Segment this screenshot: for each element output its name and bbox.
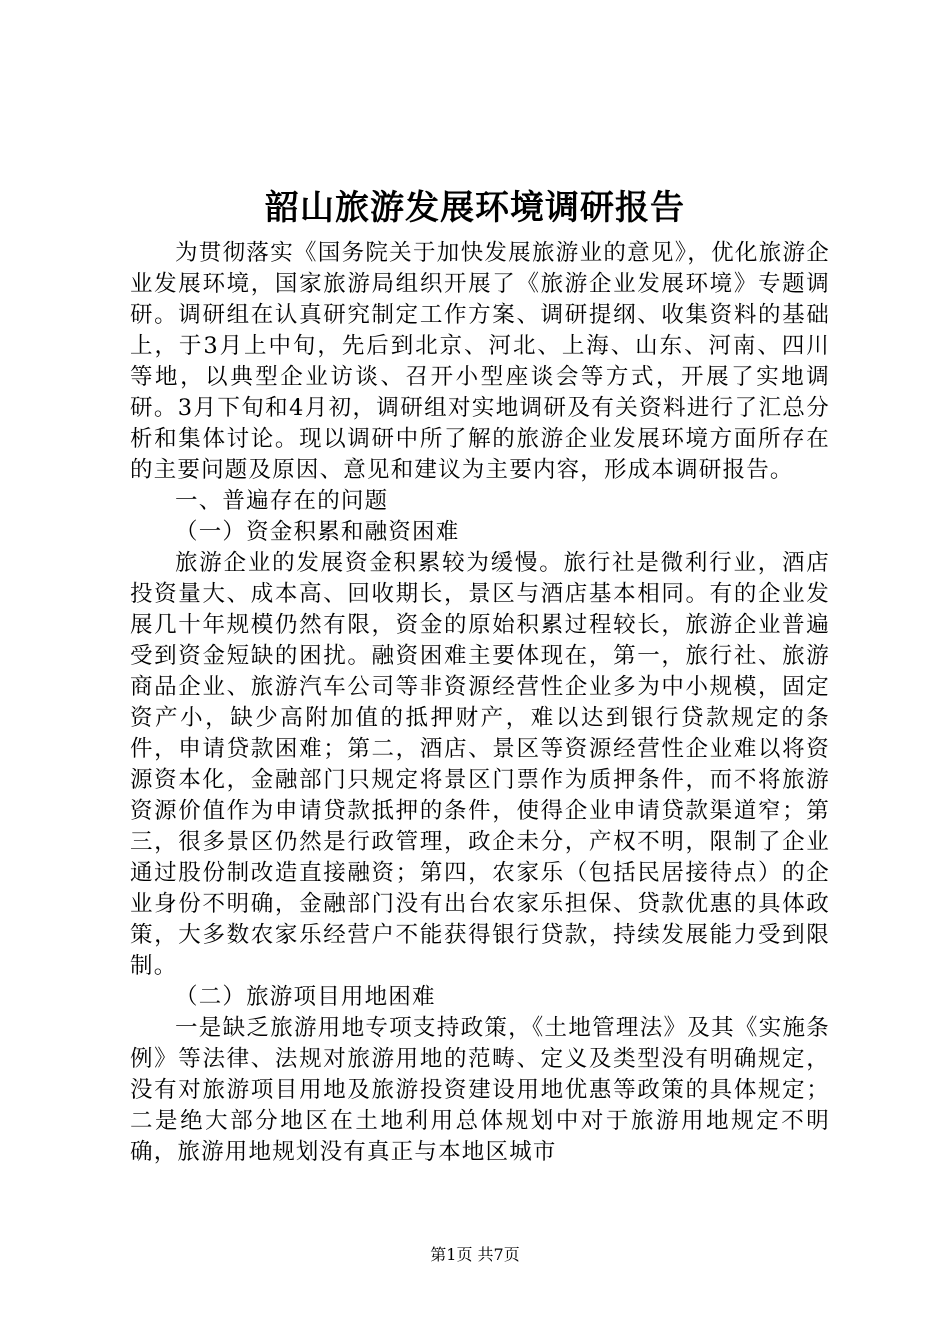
subsection-heading-land: （二）旅游项目用地困难 — [175, 984, 436, 1010]
section-heading-problems: 一、普遍存在的问题 — [175, 488, 389, 514]
funding-paragraph: 旅游企业的发展资金积累较为缓慢。旅行社是微利行业，酒店投资量大、成本高、回收期长，景区与酒店基本相同。有的企业发展几十年规模仍然有限，资金的原始积累过程较长，旅游企业普遍受到资金短缺的困扰。融资困难主要体现在，第一，旅行社、旅游商品企业、旅游汽车公司等非资源经营性企业多为中小规模，固定资产小，缺少高附加值的抵押财产，难以达到银行贷款规定的条件，申请贷款困难；第二，酒店、景区等资源经营性企业难以将资源资本化，金融部门只规定将景区门票作为质押条件，而不将旅游资源价值作为申请贷款抵押的条件，使得企业申请贷款渠道窄；第三，很多景区仍然是行政管理，政企未分，产权不明，限制了企业通过股份制改造直接融资；第四，农家乐（包括民居接待点）的企业身份不明确，金融部门没有出台农家乐担保、贷款优惠的具体政策，大多数农家乐经营户不能获得银行贷款，持续发展能力受到限制。 — [130, 550, 830, 979]
subsection-heading-funding: （一）资金积累和融资困难 — [175, 519, 460, 545]
page-footer: 第1页 共7页 — [430, 1245, 520, 1264]
document-title: 韶山旅游发展环境调研报告 — [265, 188, 685, 228]
land-paragraph: 一是缺乏旅游用地专项支持政策，《土地管理法》及其《实施条例》等法律、法规对旅游用地的范畴、定义及类型没有明确规定，没有对旅游项目用地及旅游投资建设用地优惠等政策的具体规定；二是绝大部分地区在土地利用总体规划中对于旅游用地规定不明确，旅游用地规划没有真正与本地区城市 — [130, 1015, 830, 1165]
document-body — [130, 238, 830, 1168]
intro-paragraph: 为贯彻落实《国务院关于加快发展旅游业的意见》，优化旅游企业发展环境，国家旅游局组织开展了《旅游企业发展环境》专题调研。调研组在认真研究制定工作方案、调研提纲、收集资料的基础上，于3月上中旬，先后到北京、河北、上海、山东、河南、四川等地，以典型企业访谈、召开小型座谈会等方式，开展了实地调研。3月下旬和4月初，调研组对实地调研及有关资料进行了汇总分析和集体讨论。现以调研中所了解的旅游企业发展环境方面所存在的主要问题及原因、意见和建议为主要内容，形成本调研报告。 — [130, 240, 830, 483]
